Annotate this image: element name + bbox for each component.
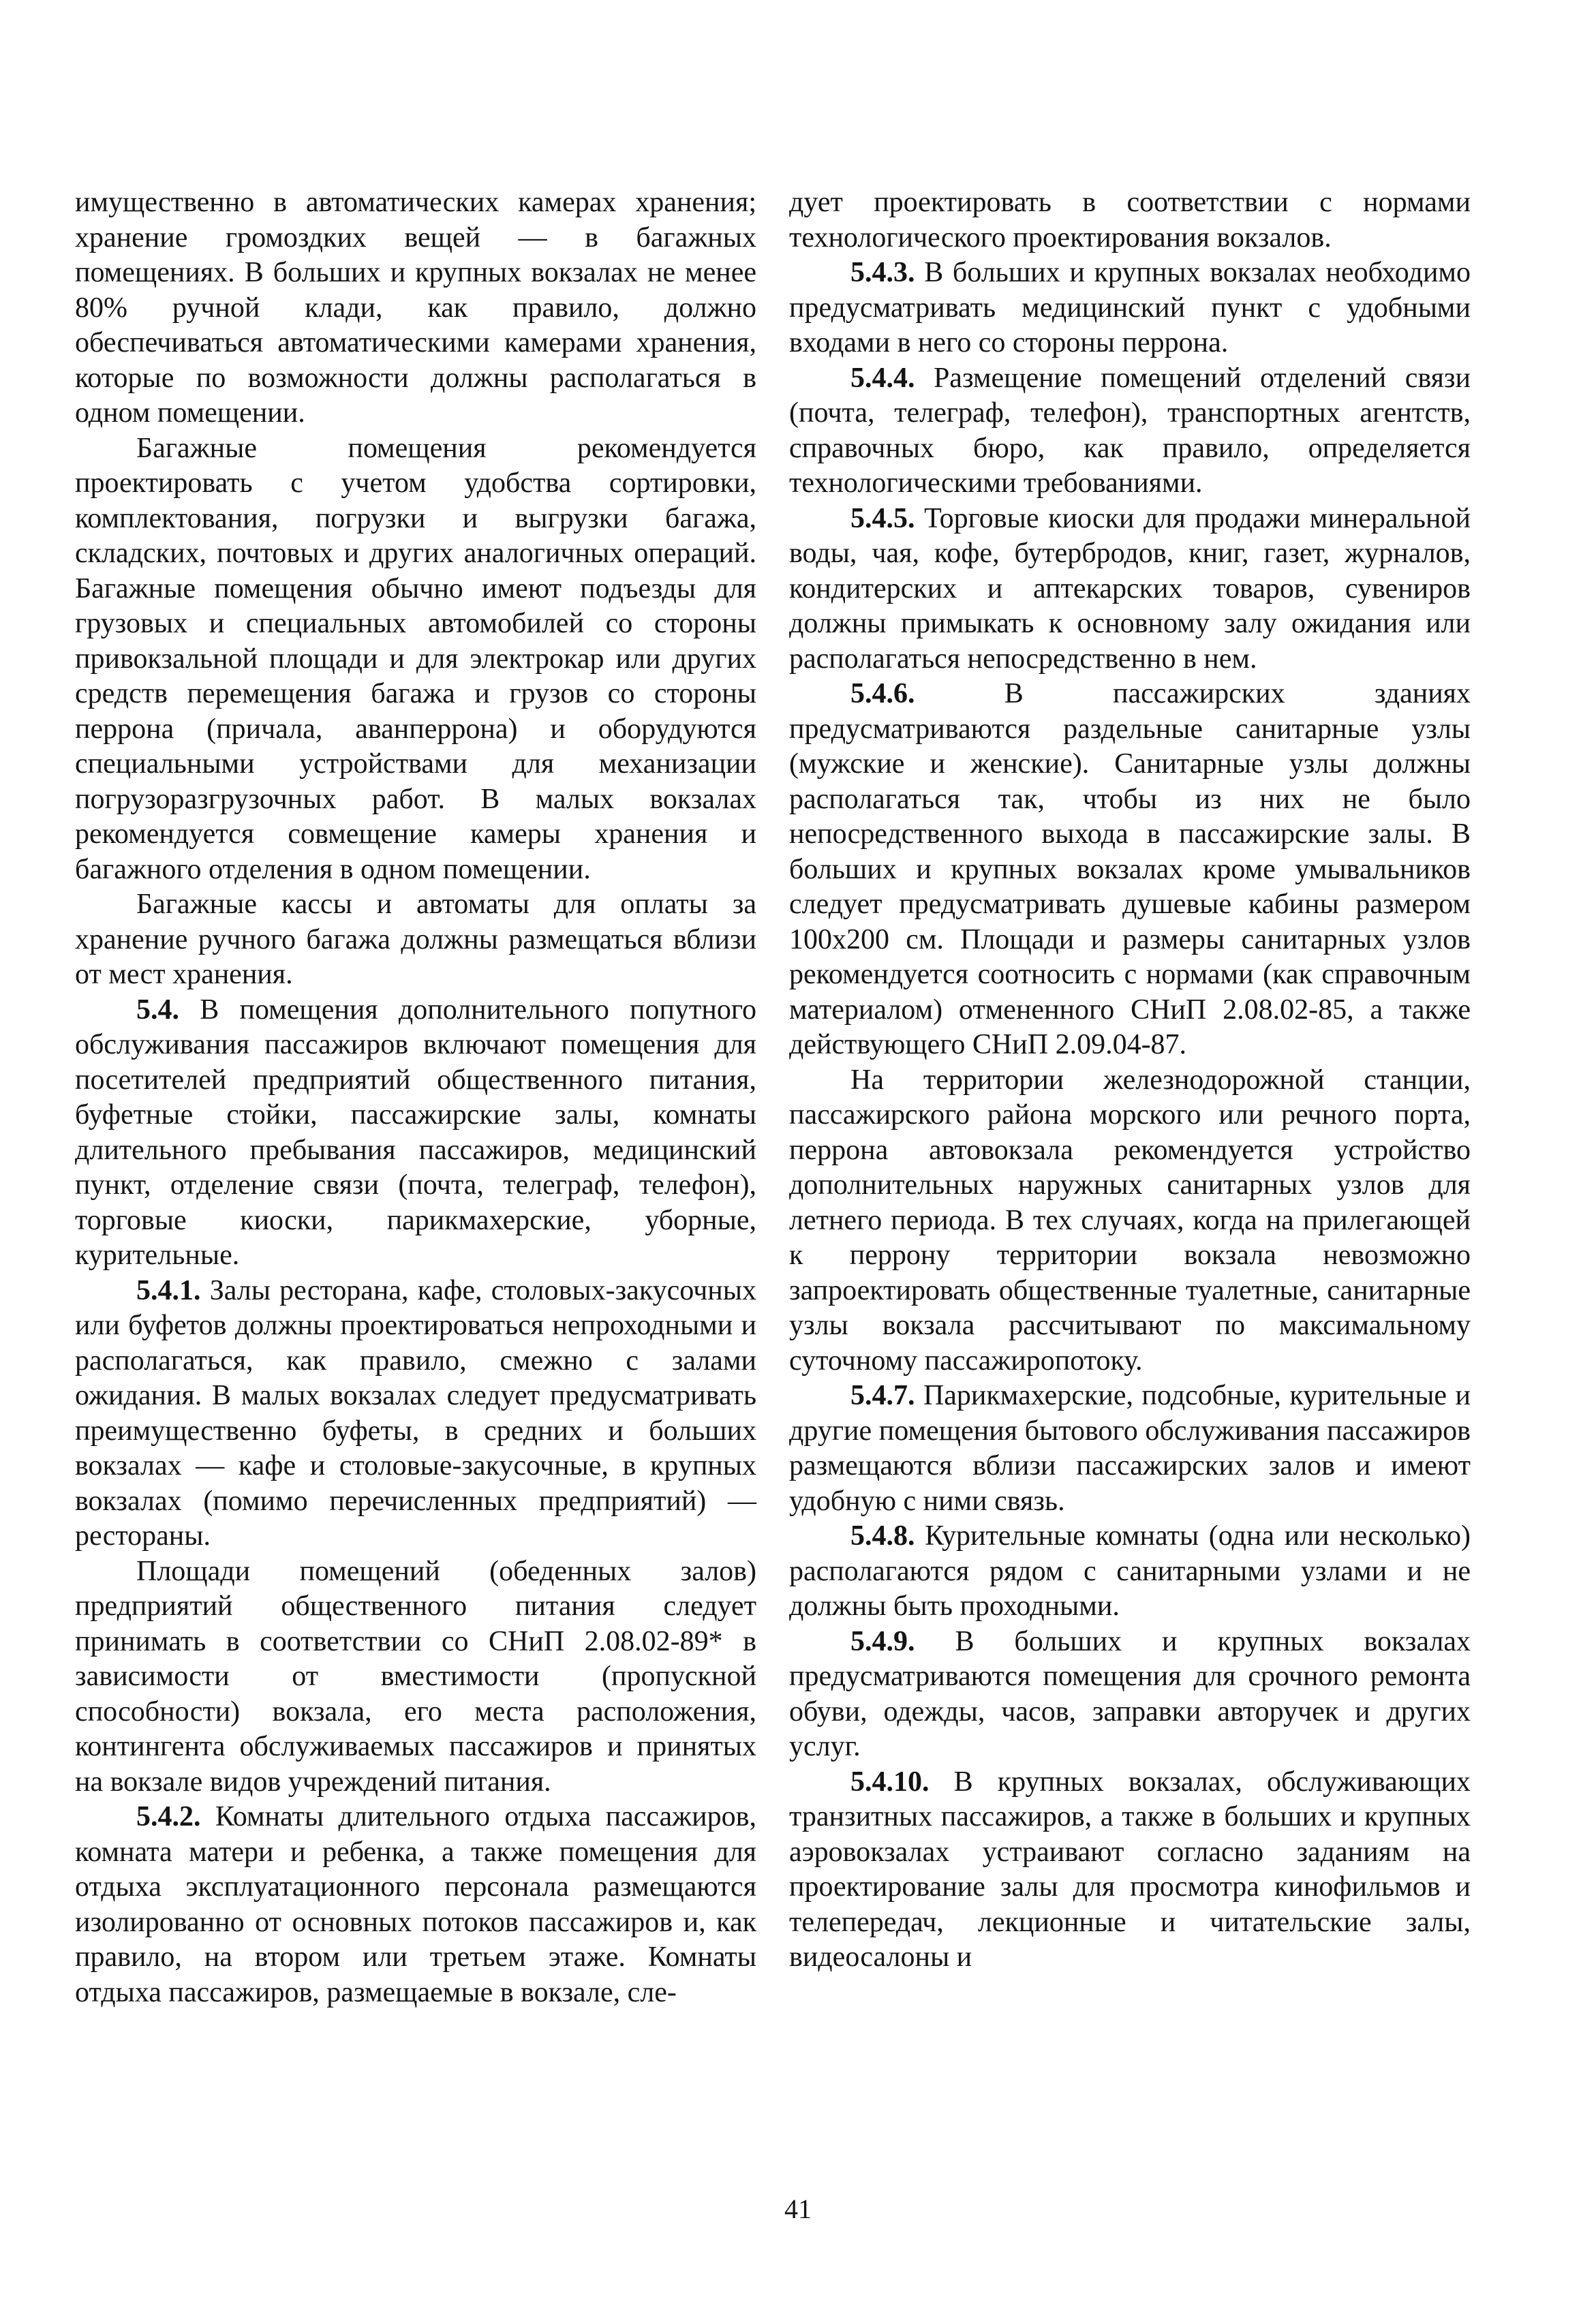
section-number: 5.4. [136, 994, 179, 1026]
paragraph [789, 1765, 1471, 1976]
paragraph [789, 1519, 1471, 1625]
section-number: 5.4.7. [850, 1380, 915, 1411]
paragraph [789, 677, 1471, 1063]
paragraph [75, 431, 756, 888]
paragraph-text: Комнаты длительного отдыха пассажиров, комната матери и ребенка, а также помещения для отдыха эксплуатационного персонала размещаются изолированно от основных потоков пассажиров и, как правило, на втором или третьем этаже. Комнаты отдыха пассажиров, размещаемые в вокзале, сле- [75, 1801, 756, 2008]
paragraph-text: В больших и крупных вокзалах предусматриваются помещения для срочного ремонта обуви, одежды, часов, заправки авторучек и других услуг. [789, 1625, 1471, 1762]
section-number: 5.4.5. [850, 502, 915, 534]
paragraph [75, 993, 756, 1274]
paragraph-text: Размещение помещений отделений связи (почта, телеграф, телефон), транспортных агентств, справочных бюро, как правило, определяется технологическими требованиями. [789, 362, 1471, 499]
section-number: 5.4.10. [850, 1766, 930, 1798]
left-column [75, 185, 756, 2010]
section-number: 5.4.3. [850, 257, 915, 288]
paragraph-text: В пассажирских зданиях предусматриваются раздельные санитарные узлы (мужские и женские). Санитарные узлы должны располагаться так, чтобы из них не было непосредственного выхода в пассажирские залы. В больших и крупных вокзалах кроме умывальников следует предусматривать душевые кабины размером 100х200 см. Площади и размеры санитарных узлов рекомендуется соотносить с нормами (как справочным материалом) отмененного СНиП 2.08.02-85, а также действующего СНиП 2.09.04-87. [789, 678, 1471, 1060]
paragraph-text: Багажные кассы и автоматы для оплаты за хранение ручного багажа должны размещаться вблизи от мест хранения. [75, 889, 756, 990]
paragraph-text: В помещения дополнительного попутного обслуживания пассажиров включают помещения для посетителей предприятий общественного питания, буфетные стойки, пассажирские залы, комнаты длительного пребывания пассажиров, медицинский пункт, отделение связи (почта, телеграф, телефон), торговые киоски, парикмахерские, уборные, курительные. [75, 994, 757, 1271]
paragraph-text: имущественно в автоматических камерах хранения; хранение громоздких вещей — в багажных помещениях. В больших и крупных вокзалах не менее 80% ручной клади, как правило, должно обеспечиваться автоматическими камерами хранения, которые по возможности должны располагаться в одном помещении. [75, 187, 756, 429]
paragraph [789, 256, 1471, 361]
paragraph [75, 1274, 756, 1554]
section-number: 5.4.6. [850, 678, 915, 709]
paragraph-text: дует проектировать в соответствии с нормами технологического проектирования вокзалов. [789, 187, 1471, 253]
paragraph-text: Багажные помещения рекомендуется проектировать с учетом удобства сортировки, комплектования, погрузки и выгрузки багажа, складских, почтовых и других аналогичных операций. Багажные помещения обычно имеют подъезды для грузовых и специальных автомобилей со стороны привокзальной площади и для электрокар или других средств перемещения багажа и грузов со стороны перрона (причала, аванперрона) и оборудуются специальными устройствами для механизации погрузоразгрузочных работ. В малых вокзалах рекомендуется совмещение камеры хранения и багажного отделения в одном помещении. [75, 432, 756, 885]
section-number: 5.4.8. [850, 1520, 915, 1552]
paragraph-text: Залы ресторана, кафе, столовых-закусочных или буфетов должны проектироваться непроходными и располагаться, как правило, смежно с залами ожидания. В малых вокзалах следует предусматривать преимущественно буфеты, в средних и больших вокзалах — кафе и столовые-закусочные, в крупных вокзалах (помимо перечисленных предприятий) — рестораны. [75, 1274, 756, 1552]
paragraph [789, 1063, 1471, 1379]
paragraph [789, 1379, 1471, 1519]
section-number: 5.4.4. [850, 362, 915, 394]
section-number: 5.4.2. [136, 1801, 201, 1832]
section-number: 5.4.9. [850, 1625, 915, 1657]
paragraph-text: Торговые киоски для продажи минеральной воды, чая, кофе, бутербродов, книг, газет, журналов, кондитерских и аптекарских товаров, сувениров должны примыкать к основному залу ожидания или располагаться непосредственно в нем. [789, 502, 1471, 675]
paragraph-text: Парикмахерские, подсобные, курительные и другие помещения бытового обслуживания пассажиров размещаются вблизи пассажирских залов и имеют удобную с ними связь. [789, 1380, 1471, 1517]
section-number: 5.4.1. [136, 1274, 201, 1306]
paragraph-text: На территории железнодорожной станции, пассажирского района морского или речного порта, перрона автовокзала рекомендуется устройство дополнительных наружных санитарных узлов для летнего периода. В тех случаях, когда на прилегающей к перрону территории вокзала невозможно запроектировать общественные туалетные, санитарные узлы вокзала рассчитывают по максимальному суточному пассажиропотоку. [789, 1064, 1471, 1377]
paragraph [75, 185, 756, 431]
paragraph [789, 185, 1471, 256]
paragraph [789, 1625, 1471, 1765]
paragraph [75, 1800, 756, 2010]
paragraph [789, 502, 1471, 677]
right-column [789, 185, 1471, 1976]
paragraph-text: Площади помещений (обеденных залов) предприятий общественного питания следует принимать в соответствии со СНиП 2.08.02-89* в зависимости от вместимости (пропускной способности) вокзала, его места расположения, контингента обслуживаемых пассажиров и принятых на вокзале видов учреждений питания. [75, 1555, 756, 1798]
paragraph [75, 887, 756, 993]
paragraph-text: В больших и крупных вокзалах необходимо предусматривать медицинский пункт с удобными входами в него со стороны перрона. [789, 257, 1471, 358]
page-number: 41 [784, 2194, 812, 2224]
paragraph [789, 361, 1471, 502]
paragraph-text: В крупных вокзалах, обслуживающих транзитных пассажиров, а также в больших и крупных аэровокзалах устраивают согласно заданиям на проектирование залы для просмотра кинофильмов и телепередач, лекционные и читательские залы, видеосалоны и [789, 1766, 1471, 1973]
paragraph-text: Курительные комнаты (одна или несколько) располагаются рядом с санитарными узлами и не должны быть проходными. [789, 1520, 1471, 1622]
paragraph [75, 1554, 756, 1800]
